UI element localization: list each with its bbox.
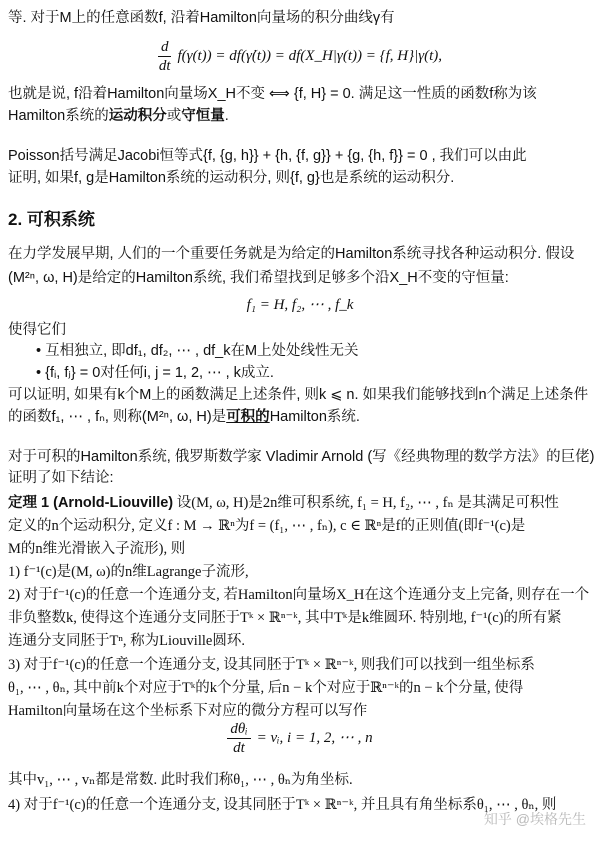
eq3-expression: = vᵢ, i = 1, 2, ⋯ , n bbox=[256, 729, 373, 746]
theorem-line2: 定义的n个运动积分, 定义f : M → ℝⁿ为f = (f₁, ⋯ , fₙ), c ∈ ℝⁿ是f的正则值(即f⁻¹(c)是 bbox=[8, 518, 526, 534]
equation-1 bbox=[0, 38, 600, 80]
equation-3 bbox=[0, 720, 600, 762]
para3-line5 bbox=[8, 407, 592, 427]
bullet-independent: • 互相独立, 即df₁, df₂, ⋯ , df_k在M上处处线性无关 bbox=[36, 343, 359, 359]
section-heading: 2. 可积系统 bbox=[8, 210, 95, 229]
para3-line5-c: Hamilton系统. bbox=[269, 409, 360, 425]
theorem-item2-line2: 非负整数k, 使得这个连通分支同胚于Tᵏ × ℝⁿ⁻ᵏ, 其中Tᵏ是k维圆环. 特别地, f⁻¹(c)的所有紧 bbox=[8, 610, 562, 626]
eq1-frac-numerator: d bbox=[158, 38, 172, 57]
para1-line2: 也就是说, f沿着Hamilton向量场X_H不变 ⟺ {f, H} = 0. 满足这一性质的函数f称为该 bbox=[8, 86, 537, 102]
para3-line3: 使得它们 bbox=[8, 322, 66, 338]
theorem-item3-line1: 3) 对于f⁻¹(c)的任意一个连通分支, 设其同胚于Tᵏ × ℝⁿ⁻ᵏ, 则我们可以找到一组坐标系 bbox=[8, 657, 535, 673]
theorem-line1-text: 设(M, ω, H)是2n维可积系统, f₁ = H, f₂, ⋯ , fₙ 是其满足可积性 bbox=[173, 495, 559, 511]
para4-line1: 对于可积的Hamilton系统, 俄罗斯数学家 Vladimir Arnold (写《经典物理的数学方法》的巨佬) bbox=[8, 449, 595, 465]
term-motion-integral: 运动积分 bbox=[108, 108, 167, 124]
eq1-expression: f(γ(t)) = df(γ̇(t)) = df(X_H|γ(t)) = {f, H}|γ(t), bbox=[177, 47, 443, 64]
eq3-frac-denominator: dt bbox=[233, 740, 245, 756]
para3-line2: (M²ⁿ, ω, H)是给定的Hamilton系统, 我们希望找到足够多个沿X_H不变的守恒量: bbox=[8, 270, 509, 286]
eq1-frac-denominator: dt bbox=[158, 58, 171, 74]
theorem-item2-line3: 连通分支同胚于Tⁿ, 称为Liouville圆环. bbox=[8, 633, 245, 649]
para3-line5-a: 的函数f₁, ⋯ , fₙ, 则称(M²ⁿ, ω, H)是 bbox=[8, 409, 227, 425]
para1-line1: 等. 对于M上的任意函数f, 沿着Hamilton向量场的积分曲线γ有 bbox=[8, 10, 395, 26]
para3-line1: 在力学发展早期, 人们的一个重要任务就是为给定的Hamilton系统寻找各种运动积分. 假设 bbox=[8, 246, 575, 262]
eq3-fraction bbox=[227, 720, 250, 757]
para3-line4: 可以证明, 如果有k个M上的函数满足上述条件, 则k ⩽ n. 如果我们能够找到n个满足上述条件 bbox=[8, 387, 589, 403]
theorem-item3-line3: Hamilton向量场在这个坐标系下对应的微分方程可以写作 bbox=[8, 703, 368, 719]
theorem-item2-line1: 2) 对于f⁻¹(c)的任意一个连通分支, 若Hamilton向量场X_H在这个连通分支上完备, 则存在一个 bbox=[8, 587, 590, 603]
para1-line3-e: . bbox=[224, 108, 229, 124]
para1-line3-a: Hamilton系统的 bbox=[8, 108, 109, 124]
theorem-item3-line4: 其中v₁, ⋯ , vₙ都是常数. 此时我们称θ₁, ⋯ , θₙ为角坐标. bbox=[8, 772, 353, 788]
equation-2: f₁ = H, f₂, ⋯ , f_k bbox=[246, 297, 354, 313]
theorem-line3: M的n维光滑嵌入子流形), 则 bbox=[8, 541, 186, 557]
para1-line3 bbox=[8, 106, 592, 126]
theorem-item3-line2: θ₁, ⋯ , θₙ, 其中前k个对应于Tᵏ的k个分量, 后n − k个对应于ℝⁿ⁻ᵏ的n − k个分量, 使得 bbox=[8, 680, 524, 696]
bullet-poisson-commute: • {fᵢ, fⱼ} = 0对任何i, j = 1, 2, ⋯ , k成立. bbox=[36, 365, 274, 381]
watermark: 知乎 @埃格先生 bbox=[483, 811, 586, 827]
theorem-title: 定理 1 (Arnold-Liouville) bbox=[8, 495, 174, 511]
para2-line2: 证明, 如果f, g是Hamilton系统的运动积分, 则{f, g}也是系统的运动积分. bbox=[8, 170, 455, 186]
term-integrable: 可积的 bbox=[226, 409, 270, 425]
eq3-frac-numerator: dθᵢ bbox=[227, 720, 250, 739]
theorem-item1: 1) f⁻¹(c)是(M, ω)的n维Lagrange子流形, bbox=[8, 564, 249, 580]
theorem-line1 bbox=[8, 493, 592, 513]
para4-line2: 证明了如下结论: bbox=[8, 470, 114, 486]
term-conserved-quantity: 守恒量 bbox=[181, 108, 225, 124]
theorem-item4-line1: 4) 对于f⁻¹(c)的任意一个连通分支, 设其同胚于Tᵏ × ℝⁿ⁻ᵏ, 并且具有角坐标系θ₁, ⋯ , θₙ, 则 bbox=[8, 797, 557, 813]
para2-line1: Poisson括号满足Jacobi恒等式{f, {g, h}} + {h, {f, g}} + {g, {h, f}} = 0 , 我们可以由此 bbox=[8, 148, 527, 164]
eq1-fraction bbox=[158, 38, 172, 75]
para1-line3-c: 或 bbox=[166, 108, 182, 124]
